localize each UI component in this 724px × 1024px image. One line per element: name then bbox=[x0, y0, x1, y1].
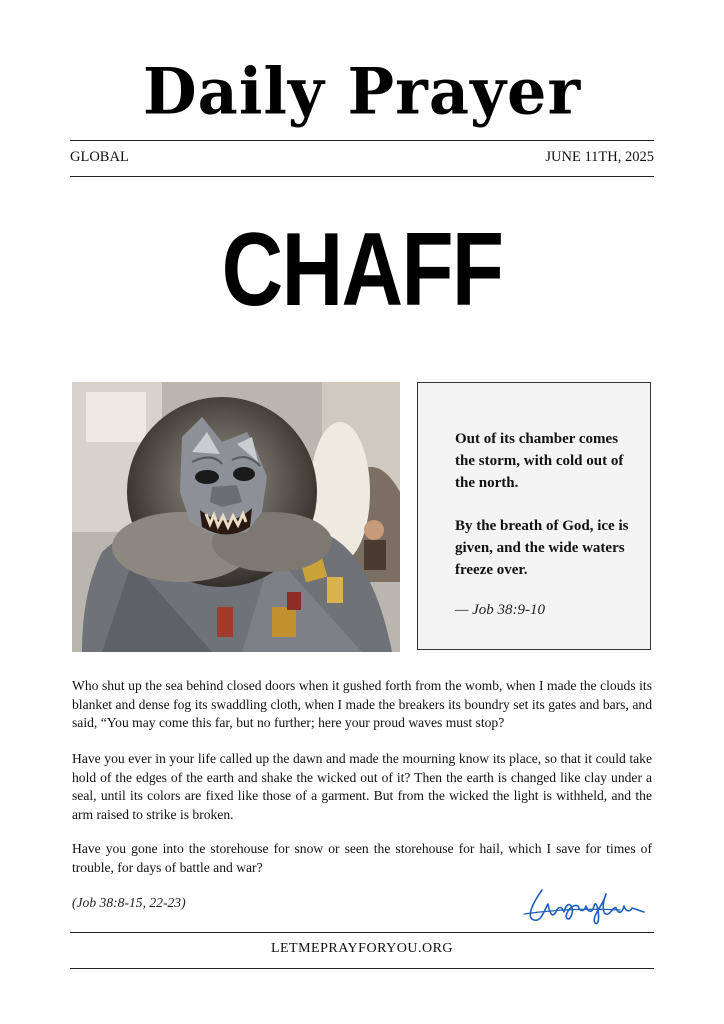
footer-bottom-rule bbox=[70, 968, 654, 969]
dateline-date: JUNE 11TH, 2025 bbox=[545, 149, 654, 165]
headline: CHAFF bbox=[221, 212, 503, 328]
body-paragraph-1: Who shut up the sea behind closed doors when it gushed forth from the womb, when I made the clouds its blanket and dense fog its swaddling cloth, when I made the breakers its boundry set its gates and bars, and said, “You may come this far, but no further; here your proud waves must stop? bbox=[72, 678, 652, 730]
dateline bbox=[70, 149, 654, 167]
dateline-region: GLOBAL bbox=[70, 149, 129, 165]
body-paragraph-3: Have you gone into the storehouse for snow or seen the storehouse for hail, which I save for times of trouble, for days of battle and war? bbox=[72, 841, 652, 875]
quote-citation: — Job 38:9-10 bbox=[455, 602, 545, 618]
quote-box bbox=[417, 382, 651, 650]
handwritten-signature-icon bbox=[522, 884, 647, 928]
dateline-bottom-rule bbox=[70, 176, 654, 177]
body-paragraph-2: Have you ever in your life called up the dawn and made the mourning know its place, so that it could take hold of the edges of the earth and shake the wicked out of it? Then the earth is changed like clay under a seal, until its colors are fixed like those of a garment. But from the wicked the light is withheld, and the arm raised to strike is broken. bbox=[72, 751, 652, 822]
quote-verse-2: By the breath of God, ice is given, and the wide waters freeze over. bbox=[455, 518, 629, 578]
quote-verse-1: Out of its chamber comes the storm, with cold out of the north. bbox=[455, 431, 624, 491]
scripture-reference: (Job 38:8-15, 22-23) bbox=[72, 895, 186, 910]
footer-top-rule bbox=[70, 932, 654, 933]
masthead-title: Daily Prayer bbox=[142, 54, 582, 129]
masked-figure-photo bbox=[72, 382, 400, 652]
top-rule bbox=[70, 140, 654, 141]
footer-site-link[interactable]: LETMEPRAYFORYOU.ORG bbox=[270, 941, 454, 956]
